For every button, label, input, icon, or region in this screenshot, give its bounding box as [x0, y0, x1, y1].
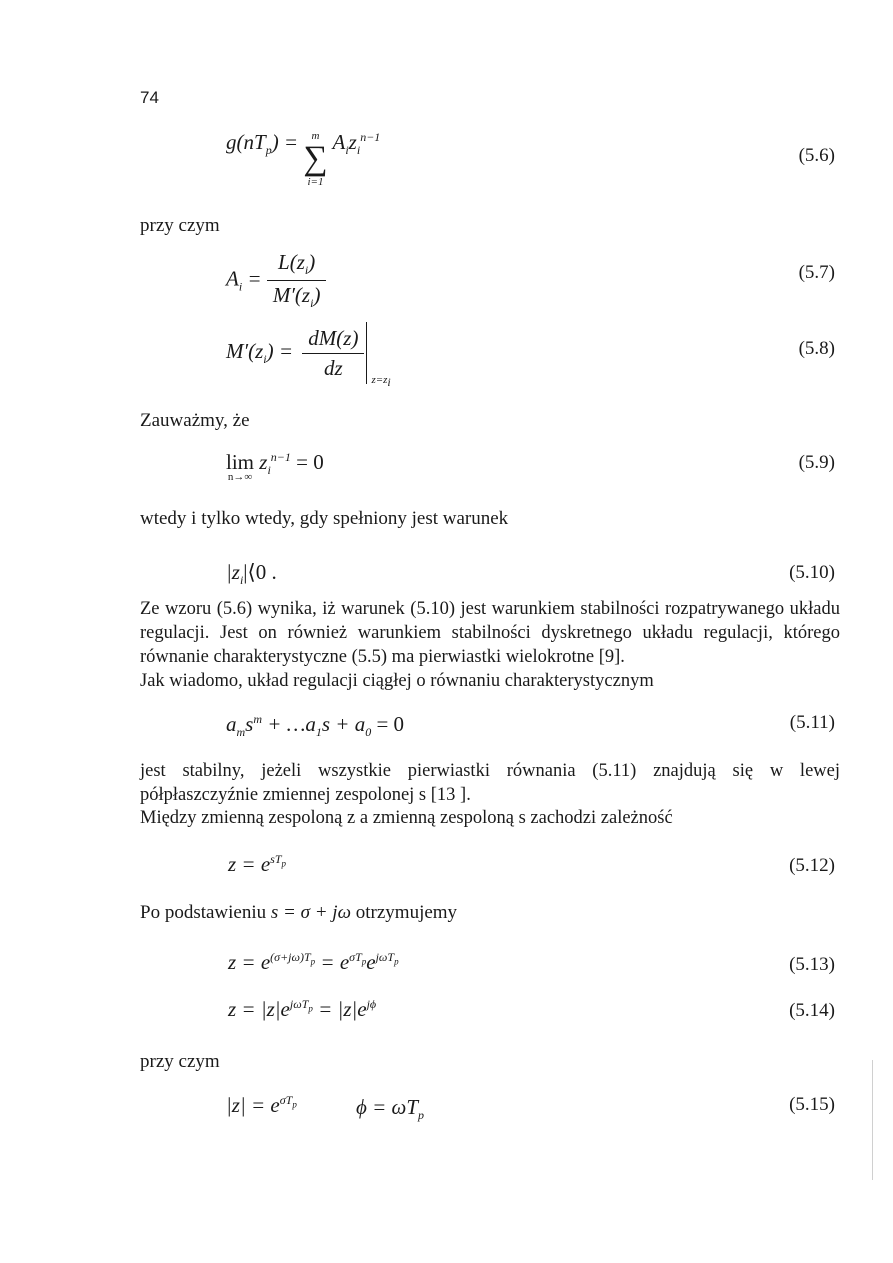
equation-5-7: $A_i$ = $\frac{L(z_i)}{M'(z_i)}$ — [226, 250, 326, 311]
fraction: $\frac{dM(z)}{dz}$ — [302, 326, 364, 381]
equation-5-13: $z = e^{(\sigma+j\omega)T_p} = e^{\sigma T_p}e^{j\omega T_p}$ — [228, 950, 399, 974]
equation-number-5-6: (5.6) — [798, 145, 835, 166]
sum-operator: m ∑ i=1 — [303, 130, 328, 188]
page-number: 74 — [140, 88, 159, 107]
equation-number-5-13: (5.13) — [789, 954, 835, 975]
equation-number-5-9: (5.9) — [798, 452, 835, 473]
scan-edge-shadow — [872, 1060, 873, 1180]
equation-5-11: $a_ms^m$ + $\dots a_1s + a_0 = 0$ — [226, 712, 405, 740]
paragraph-2b: Między zmienną zespoloną z a zmienną zespoloną s zachodzi zależność — [140, 808, 673, 828]
paragraph-1: Ze wzoru (5.6) wynika, iż warunek (5.10) jest warunkiem stabilności rozpatrywanego układu regulacji. Jest on również warunkiem stabilności dyskretnego układu regulacji, którego równanie charakterystyczne (5.5) ma pierwiastki wielokrotne [9]. — [140, 599, 840, 667]
equation-5-14: $z = |z|e^{j\omega T_p} = |z|e^{j\phi}$ — [228, 997, 377, 1021]
equation-5-15: $|z| = e^{\sigma T_p}$ — [226, 1093, 297, 1117]
evaluation-bar: $z=z_i$ — [366, 322, 367, 384]
fraction: $\frac{L(z_i)}{M'(z_i)}$ — [267, 250, 327, 311]
equation-number-5-15: (5.15) — [789, 1094, 835, 1115]
text-po-podstawieniu: Po podstawieniu s = σ + jω otrzymujemy — [140, 902, 458, 923]
text-wtedy: wtedy i tylko wtedy, gdy spełniony jest warunek — [140, 508, 509, 529]
equation-number-5-11: (5.11) — [789, 712, 835, 733]
paragraph-2: jest stabilny, jeżeli wszystkie pierwiastki równania (5.11) znajdują się w lewej półpłaszczyźnie zmiennej zespolonej s [13 ]. — [140, 761, 840, 805]
equation-5-6: $g(nT_p)$ = m ∑ i=1 $A_iz_i^{n-1}$ — [226, 130, 381, 188]
equation-5-10: $|z_i|⟨0$ . — [226, 560, 277, 588]
equation-number-5-7: (5.7) — [798, 262, 835, 283]
text-zauwazmy: Zauważmy, że — [140, 410, 250, 431]
text-przy-czym-2: przy czym — [140, 1051, 220, 1072]
equation-5-15-phase: $\phi = \omega T_p$ — [356, 1095, 425, 1123]
equation-5-8: $M'(z_i)$ = $\frac{dM(z)}{dz}$ $z=z_i$ — [226, 322, 367, 384]
equation-number-5-14: (5.14) — [789, 1000, 835, 1021]
equation-number-5-10: (5.10) — [789, 562, 835, 583]
equation-5-9: lim n→∞ $z_i^{n-1} = 0$ — [226, 450, 324, 483]
limit-operator: lim n→∞ — [226, 450, 255, 483]
equation-number-5-12: (5.12) — [789, 855, 835, 876]
equation-number-5-8: (5.8) — [798, 338, 835, 359]
text-przy-czym-1: przy czym — [140, 215, 220, 236]
equation-5-12: $z = e^{sT_p}$ — [228, 852, 287, 876]
paragraph-1b: Jak wiadomo, układ regulacji ciągłej o równaniu charakterystycznym — [140, 671, 654, 691]
